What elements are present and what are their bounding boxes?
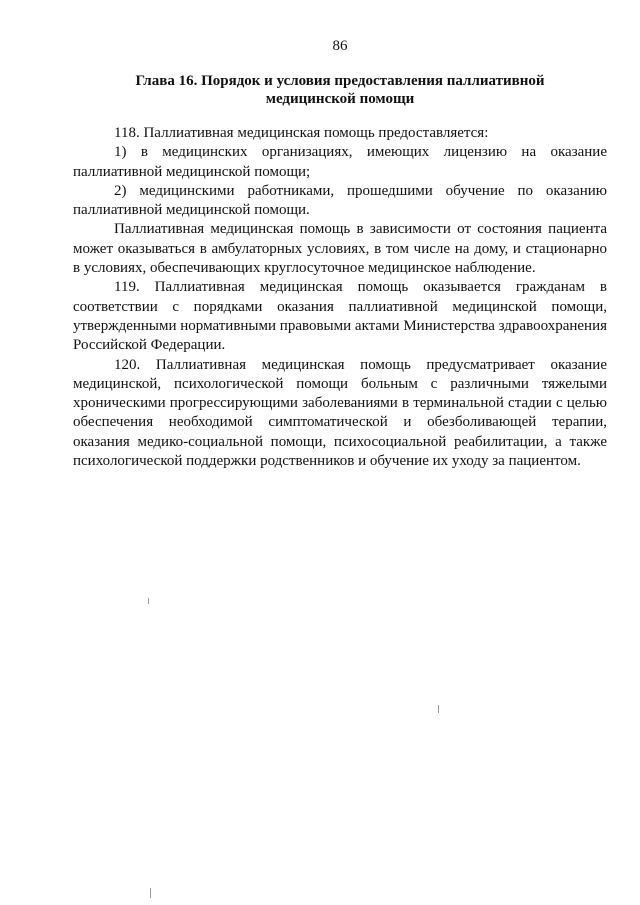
paragraph-118-conditions: Паллиативная медицинская помощь в зависимости от состояния пациента может оказываться в амбулаторных условиях, в том числе на дому, и стационарно в условиях, обеспечивающих круглосуточное медицинское наблюдение. — [73, 221, 607, 277]
paragraph-120: 120. Паллиативная медицинская помощь предусматривает оказание медицинской, психологической помощи больным с различными тяжелыми хроническими прогрессирующими заболеваниями в терминальной стадии с целью обеспечения необходимой симптоматической и обезболивающей терапии, оказания медико-социальной помощи, психосоциальной реабилитации, а также психологической поддержки родственников и обучение их уходу за пациентом. — [73, 356, 607, 470]
chapter-title-line-2: медицинской помощи — [265, 91, 415, 107]
chapter-title — [100, 72, 580, 108]
paragraph-119: 119. Паллиативная медицинская помощь оказывается гражданам в соответствии с порядками оказания паллиативной медицинской помощи, утвержденными нормативными правовыми актами Министерства здравоохранения Российской Федерации. — [73, 279, 607, 354]
page-number: 86 — [332, 38, 348, 54]
scan-speck — [150, 888, 151, 898]
chapter-title-line-1: Глава 16. Порядок и условия предоставления паллиативной — [135, 73, 545, 89]
paragraph-118-intro: 118. Паллиативная медицинская помощь предоставляется: — [114, 125, 489, 141]
paragraph-118-item-1: 1) в медицинских организациях, имеющих лицензию на оказание паллиативной медицинской помощи; — [73, 144, 607, 180]
scan-speck — [438, 705, 439, 713]
paragraph-118-item-2: 2) медицинскими работниками, прошедшими обучение по оказанию паллиативной медицинской помощи. — [73, 182, 607, 219]
body-text — [73, 124, 607, 471]
scan-speck — [148, 598, 149, 604]
